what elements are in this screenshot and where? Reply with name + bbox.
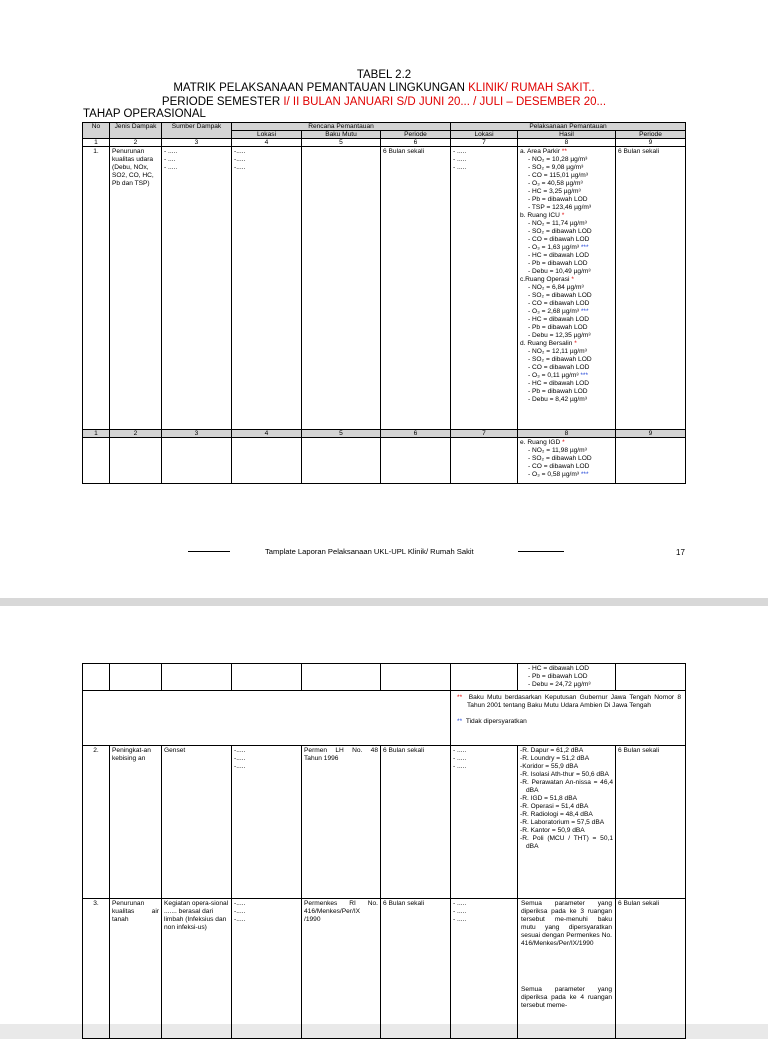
list-item [520, 308, 613, 316]
result-text: - Debu = 8,42 µg/m³ [528, 396, 587, 403]
location-heading [520, 276, 613, 284]
hasil-cell [518, 438, 616, 484]
footnote-marker: *** [580, 471, 589, 478]
hasil-cell [518, 899, 616, 1039]
col-num: 4 [232, 139, 302, 147]
header-no: No [83, 123, 110, 139]
list-item: -..... [234, 916, 246, 923]
list-item: -R. Loundry = 51,2 dBA [520, 755, 590, 762]
table-number: TABEL 2.2 [356, 69, 412, 81]
baku-mutu-cell [302, 147, 381, 430]
list-item: - Pb = dibawah LOD [528, 673, 588, 680]
list-item [520, 260, 613, 268]
footnote-marker: * [571, 276, 574, 283]
table-title [0, 81, 768, 95]
period-title [0, 95, 768, 109]
header-baku-mutu: Baku Mutu [302, 131, 381, 139]
footnote-marker: * [562, 439, 565, 446]
lokasi-pelaksanaan-cell [451, 899, 518, 1039]
list-item: -R. Kantor = 50,9 dBA [520, 827, 585, 834]
hasil-cell [518, 664, 616, 691]
list-item [520, 356, 613, 364]
result-text: - O₃ = 2,68 µg/m³ [528, 308, 581, 315]
list-item: - ..... [453, 747, 467, 754]
footnote-marker: *** [580, 372, 589, 379]
result-text: b. Ruang ICU [520, 212, 562, 219]
header-jenis-dampak: Jenis Dampak [110, 123, 162, 139]
lokasi-cell [232, 899, 302, 1039]
col-num: 5 [302, 139, 381, 147]
list-item [520, 268, 613, 276]
result-text: a. Area Parkir [520, 148, 562, 155]
result-text: - Pb = dibawah LOD [528, 388, 588, 395]
note [455, 694, 681, 710]
result-text: - O₃ = 0,58 µg/m³ [528, 471, 581, 478]
header-row-1 [83, 123, 686, 131]
list-item [520, 300, 613, 308]
list-item: -..... [234, 763, 246, 770]
result-text: - O₃ = 1,63 µg/m³ [528, 244, 581, 251]
col-num: 7 [451, 430, 518, 438]
result-text: - CO = dibawah LOD [528, 463, 590, 470]
result-text: - CO = 115,01 µg/m³ [528, 172, 588, 179]
result-text: - SO₂ = dibawah LOD [528, 228, 592, 235]
result-text: - HC = dibawah LOD [528, 252, 590, 259]
baku-mutu-cell: Permen LH No. 48 Tahun 1996 [302, 746, 381, 899]
list-item [520, 324, 613, 332]
result-text: - Pb = dibawah LOD [528, 196, 588, 203]
result-text: - NO₂ = 11,98 µg/m³ [528, 447, 587, 454]
list-item: -R. Poli (MCU / THT) = 50,1 dBA [520, 835, 613, 850]
list-item: - ..... [453, 908, 467, 915]
header-lokasi: Lokasi [232, 131, 302, 139]
sumber-dampak-cell [162, 147, 232, 430]
result-text: - Pb = dibawah LOD [528, 324, 588, 331]
period-placeholder: I/ II BULAN JANUARI S/D JUNI 20... / JULI – DESEMBER 20... [283, 96, 607, 108]
header-sumber-dampak: Sumber Dampak [162, 123, 232, 139]
result-text: - Debu = 12,35 µg/m³ [528, 332, 591, 339]
result-text: - NO₂ = 12,11 µg/m³ [528, 348, 587, 355]
list-item [520, 471, 613, 479]
jenis-dampak-cell: Penurunan kualitas air tanah [110, 899, 162, 1039]
result-text: e. Ruang IGD [520, 439, 563, 446]
list-item: -..... [234, 156, 246, 163]
table-row [83, 746, 686, 899]
list-item: - .... [164, 156, 176, 163]
result-text: - Pb = dibawah LOD [528, 260, 588, 267]
monitoring-table-continued [82, 663, 686, 1039]
list-item: -R. Dapur = 61,2 dBA [520, 747, 584, 754]
periode-pelaksanaan-cell: 6 Bulan sekali [616, 899, 686, 1039]
list-item [520, 164, 613, 172]
list-item [520, 284, 613, 292]
col-num: 9 [616, 430, 686, 438]
list-item: -..... [234, 148, 246, 155]
result-text: - SO₂ = dibawah LOD [528, 356, 592, 363]
list-item [520, 316, 613, 324]
result-text: - TSP = 123,46 µg/m³ [528, 204, 592, 211]
col-num: 9 [616, 139, 686, 147]
result-text: - HC = dibawah LOD [528, 316, 590, 323]
table-row [83, 899, 686, 1039]
row-no: 3. [83, 899, 110, 1039]
hasil-cell [518, 746, 616, 899]
location-heading [520, 340, 613, 348]
list-item: -R. Laboratorium = 57,5 dBA [520, 819, 605, 826]
list-item: -R. IGD = 51,8 dBA [520, 795, 577, 802]
result-text: - CO = dibawah LOD [528, 364, 590, 371]
list-item: -..... [234, 747, 246, 754]
list-item: - ..... [164, 148, 178, 155]
column-number-row [83, 430, 686, 438]
result-text: - NO₂ = 10,28 µg/m³ [528, 156, 588, 163]
list-item: -..... [234, 164, 246, 171]
col-num: 3 [162, 139, 232, 147]
result-text: - SO₂ = dibawah LOD [528, 455, 592, 462]
periode-cell: 6 Bulan sekali [381, 746, 451, 899]
hasil-cell [518, 147, 616, 430]
footnote-marker: *** [580, 244, 589, 251]
col-num: 5 [302, 430, 381, 438]
list-item: - ..... [453, 164, 467, 171]
list-item: - ..... [453, 156, 467, 163]
list-item [520, 204, 613, 212]
col-num: 1 [83, 139, 110, 147]
result-text: - HC = dibawah LOD [528, 380, 590, 387]
list-item [520, 388, 613, 396]
header-pelaksanaan: Pelaksanaan Pemantauan [451, 123, 686, 131]
list-item: - Debu = 24,72 µg/m³ [528, 681, 591, 688]
list-item: -..... [234, 755, 246, 762]
list-item: - HC = dibawah LOD [528, 665, 590, 672]
header-lokasi-2: Lokasi [451, 131, 518, 139]
result-text: - NO₂ = 6,84 µg/m³ [528, 284, 584, 291]
baku-mutu-cell: Permenkes RI No. 416/Menkes/Per/IX /1990 [302, 899, 381, 1039]
list-item [520, 396, 613, 404]
table-row [83, 438, 686, 484]
page-number: 17 [676, 548, 685, 557]
row-no: 2. [83, 746, 110, 899]
list-item: -R. Operasi = 51,4 dBA [520, 803, 589, 810]
hasil-list [520, 148, 613, 404]
hasil-list [520, 439, 613, 479]
list-item [520, 244, 613, 252]
list-item [520, 463, 613, 471]
table-row [83, 664, 686, 691]
notes-row [83, 691, 686, 746]
result-text: c.Ruang Operasi [520, 276, 572, 283]
note-marker: ** [457, 694, 463, 701]
period-text: PERIODE SEMESTER [161, 96, 284, 108]
list-item [520, 447, 613, 455]
list-item: - ..... [164, 164, 178, 171]
list-item [520, 196, 613, 204]
header-rencana: Rencana Pemantauan [232, 123, 451, 131]
list-item: - ..... [453, 148, 467, 155]
list-item: - ..... [453, 755, 467, 762]
hasil-list [520, 747, 613, 851]
result-text: - Debu = 10,49 µg/m³ [528, 268, 591, 275]
jenis-dampak-cell: Penurunan kualitas udara (Debu, NOx, SO2, CO, HC, Pb dan TSP) [110, 147, 162, 430]
col-num: 4 [232, 430, 302, 438]
periode-cell: 6 Bulan sekali [381, 899, 451, 1039]
table-row [83, 147, 686, 430]
footnote-marker: *** [580, 308, 589, 315]
list-item: - ..... [453, 916, 467, 923]
result-text: - O₃ = 40,58 µg/m³ [528, 180, 583, 187]
periode-pelaksanaan-cell: 6 Bulan sekali [616, 746, 686, 899]
header-periode-2: Periode [616, 131, 686, 139]
periode-cell: 6 Bulan sekali [381, 147, 451, 430]
lokasi-pelaksanaan-cell [451, 147, 518, 430]
lokasi-pelaksanaan-cell [451, 746, 518, 899]
note [455, 718, 681, 726]
jenis-dampak-cell: Peningkat-an kebising an [110, 746, 162, 899]
list-item [520, 380, 613, 388]
title-text: MATRIK PELAKSANAAN PEMANTAUAN LINGKUNGAN [173, 82, 469, 94]
list-item [520, 236, 613, 244]
notes-cell [451, 691, 686, 746]
location-heading [520, 212, 613, 220]
location-heading [520, 148, 613, 156]
list-item [520, 364, 613, 372]
list-item: - ..... [453, 900, 467, 907]
footer-rule [518, 551, 564, 552]
lokasi-cell [232, 746, 302, 899]
result-text: d. Ruang Bersalin [520, 340, 575, 347]
result-text: - CO = dibawah LOD [528, 300, 590, 307]
list-item [520, 220, 613, 228]
list-item [520, 180, 613, 188]
result-text: - SO₂ = 9,08 µg/m³ [528, 164, 584, 171]
list-item [520, 348, 613, 356]
result-text: - SO₂ = dibawah LOD [528, 292, 592, 299]
list-item [520, 292, 613, 300]
col-num: 1 [83, 430, 110, 438]
list-item [520, 252, 613, 260]
footnote-marker: ** [561, 148, 567, 155]
list-item [520, 172, 613, 180]
result-text: - HC = 3,25 µg/m³ [528, 188, 581, 195]
col-num: 7 [451, 139, 518, 147]
list-item: -..... [234, 900, 246, 907]
stage-heading: TAHAP OPERASIONAL [83, 108, 206, 120]
col-num: 8 [518, 139, 616, 147]
col-num: 6 [381, 430, 451, 438]
location-heading [520, 439, 613, 447]
list-item: - ..... [453, 763, 467, 770]
hasil-paragraph: Semua parameter yang diperiksa pada ke 3 ruangan tersebut me-menuhi baku mutu yang dipersyaratkan sesuai dengan Permenkes No. 416/Menkes/Per/IX/1990 [521, 900, 612, 947]
footer-rule [188, 551, 230, 552]
list-item: -Koridor = 55,9 dBA [520, 763, 579, 770]
list-item: -R. Isolasi Ath-thur = 50,6 dBA [520, 771, 609, 778]
hasil-paragraph: Semua parameter yang diperiksa pada ke 4 ruangan tersebut meme- [521, 986, 612, 1009]
list-item: -..... [234, 908, 246, 915]
list-item [520, 372, 613, 380]
title-placeholder: KLINIK/ RUMAH SAKIT.. [468, 82, 595, 94]
list-item [520, 156, 613, 164]
monitoring-table [82, 122, 686, 484]
lokasi-cell [232, 147, 302, 430]
list-item [520, 188, 613, 196]
header-periode: Periode [381, 131, 451, 139]
col-num: 2 [110, 139, 162, 147]
footnote-marker: * [561, 212, 565, 219]
list-item: -R. Radiologi = 48,4 dBA [520, 811, 593, 818]
footnote-marker: * [574, 340, 577, 347]
periode-pelaksanaan-cell: 6 Bulan sekali [616, 147, 686, 430]
note-text: Tidak dipersyaratkan [465, 718, 527, 725]
list-item [520, 455, 613, 463]
col-num: 3 [162, 430, 232, 438]
column-number-row [83, 139, 686, 147]
col-num: 8 [518, 430, 616, 438]
result-text: - NO₂ = 11,74 µg/m³ [528, 220, 587, 227]
row-no: 1. [83, 147, 110, 430]
result-text: - O₃ = 0,11 µg/m³ [528, 372, 581, 379]
col-num: 2 [110, 430, 162, 438]
col-num: 6 [381, 139, 451, 147]
list-item [520, 332, 613, 340]
header-hasil: Hasil [518, 131, 616, 139]
result-text: - CO = dibawah LOD [528, 236, 590, 243]
list-item: -R. Perawatan An-nissa = 46,4 dBA [520, 779, 613, 794]
footer-text: Tamplate Laporan Pelaksanaan UKL-UPL Klinik/ Rumah Sakit [265, 547, 474, 556]
note-text: Baku Mutu berdasarkan Keputusan Gubernur Jawa Tengah Nomor 8 Tahun 2001 tentang Baku Mutu Udara Ambien Di Jawa Tengah [467, 694, 681, 709]
note-marker: ** [457, 718, 463, 725]
page-gap [0, 598, 768, 606]
list-item [520, 228, 613, 236]
sumber-dampak-cell: Genset [162, 746, 232, 899]
sumber-dampak-cell: Kegiatan opera-sional ....... berasal dari limbah (Infeksius dan non infeksi-us) [162, 899, 232, 1039]
